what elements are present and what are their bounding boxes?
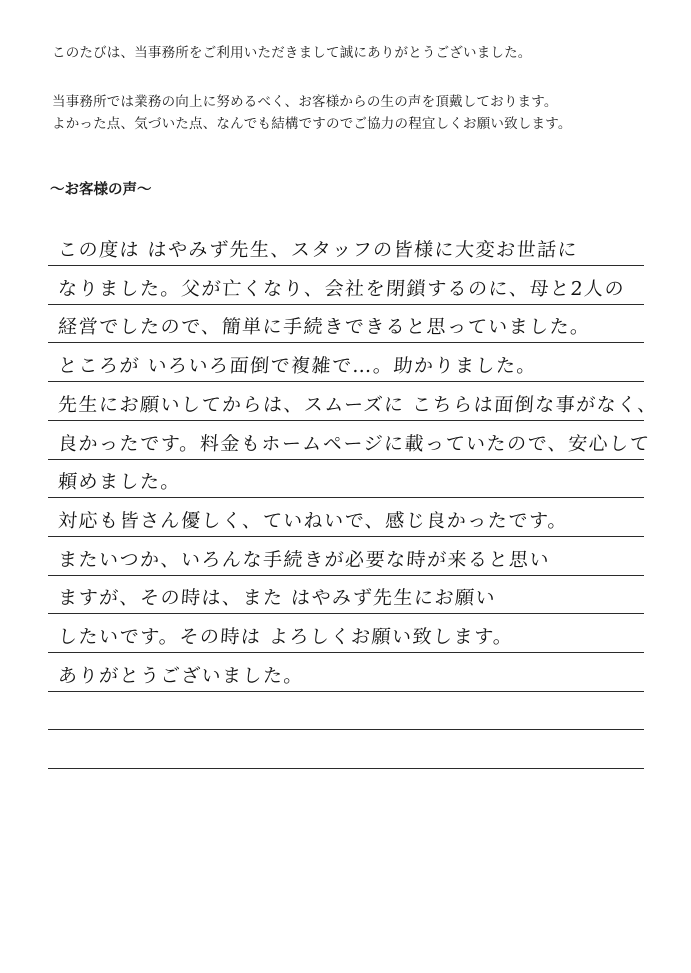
ruled-line bbox=[48, 420, 644, 421]
ruled-line bbox=[48, 265, 644, 266]
ruled-line bbox=[48, 304, 644, 305]
handwritten-line: ありがとうございました。 bbox=[57, 665, 305, 687]
handwritten-line: この度は はやみず先生、スタッフの皆様に大変お世話に bbox=[57, 239, 579, 261]
handwritten-line: したいです。その時は よろしくお願い致します。 bbox=[57, 626, 515, 648]
intro-line-2: 当事務所では業務の向上に努めるべく、お客様からの生の声を頂戴しております。 bbox=[52, 94, 558, 110]
ruled-line bbox=[48, 652, 644, 653]
ruled-line bbox=[48, 536, 644, 537]
ruled-line bbox=[48, 497, 644, 498]
handwritten-line: 経営でしたので、簡単に手続きできると思っていました。 bbox=[57, 316, 592, 338]
handwritten-line: 頼めました。 bbox=[57, 471, 182, 493]
intro-line-1: このたびは、当事務所をご利用いただきまして誠にありがとうございました。 bbox=[52, 45, 532, 61]
handwritten-line: ますが、その時は、また はやみず先生にお願い bbox=[57, 587, 497, 609]
handwritten-line: 対応も皆さん優しく、ていねいで、感じ良かったです。 bbox=[57, 510, 570, 532]
ruled-line bbox=[48, 575, 644, 576]
intro-line-3: よかった点、気づいた点、なんでも結構ですのでご協力の程宜しくお願い致します。 bbox=[52, 116, 572, 132]
handwritten-line: ところが いろいろ面倒で複雑で…。助かりました。 bbox=[57, 355, 538, 377]
handwritten-line: 良かったです。料金もホームページに載っていたので、安心して bbox=[57, 433, 652, 455]
ruled-line bbox=[48, 381, 644, 382]
ruled-line bbox=[48, 613, 644, 614]
ruled-line bbox=[48, 459, 644, 460]
ruled-line bbox=[48, 691, 644, 692]
handwritten-line: なりました。父が亡くなり、会社を閉鎖するのに、母と2人の bbox=[57, 278, 626, 300]
handwritten-line: またいつか、いろんな手続きが必要な時が来ると思い bbox=[57, 549, 551, 571]
handwritten-line: 先生にお願いしてからは、スムーズに こちらは面倒な事がなく、 bbox=[57, 394, 659, 416]
ruled-line bbox=[48, 729, 644, 730]
section-title: ～お客様の声～ bbox=[50, 182, 152, 198]
ruled-line bbox=[48, 768, 644, 769]
ruled-line bbox=[48, 342, 644, 343]
